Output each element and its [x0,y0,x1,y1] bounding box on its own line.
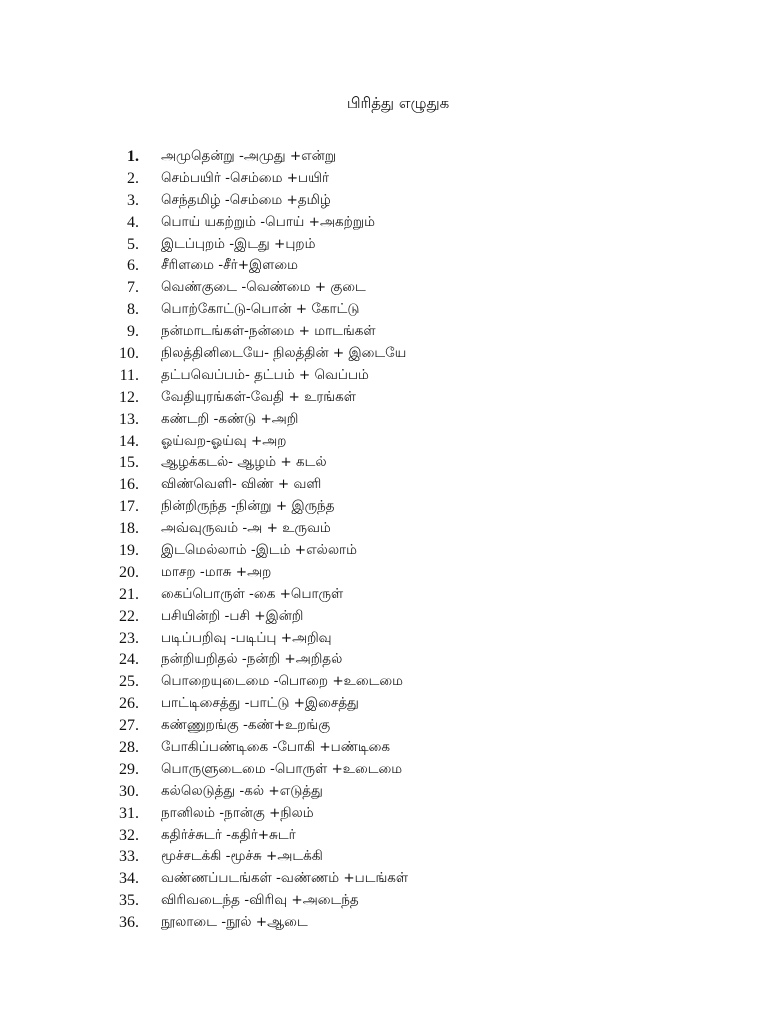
list-item [112,847,408,869]
item-number: 8. [127,301,139,319]
item-number: 26. [119,695,139,713]
item-number: 30. [119,782,139,800]
item-text: ஓய்வற-ஓய்வு +அற [161,432,287,449]
list-item [112,431,408,453]
item-text: சீரிளமை -சீர்+இளமை [161,257,298,274]
item-number: 12. [119,388,139,406]
item-text: அவ்வுருவம் -அ + உருவம் [161,520,331,537]
item-number: 23. [119,629,139,647]
item-text: கதிர்ச்சுடர் -கதிர்+சுடர் [161,826,296,843]
list-item [112,190,408,212]
list-item [112,146,408,168]
list-item [112,781,408,803]
item-text: கைப்பொருள் -கை +பொருள் [161,585,344,602]
list-item [112,409,408,431]
item-number: 13. [119,410,139,428]
item-text: வேதியுரங்கள்-வேதி + உரங்கள் [161,388,356,405]
item-number: 3. [127,191,139,209]
item-number: 15. [119,454,139,472]
item-number: 27. [119,717,139,735]
list-item [112,452,408,474]
item-text: விண்வெளி- விண் + வளி [161,476,322,493]
item-text: செந்தமிழ் -செம்மை +தமிழ் [161,191,331,208]
exercise-list [112,146,408,934]
item-text: நானிலம் -நான்கு +நிலம் [161,804,314,821]
item-text: போகிப்பண்டிகை -போகி +பண்டிகை [161,738,391,755]
list-item [112,343,408,365]
item-text: பொறையுடைமை -பொறை +உடைமை [161,673,404,690]
list-item [112,803,408,825]
list-item [112,299,408,321]
item-text: நூலாடை -நூல் +ஆடை [161,914,308,931]
item-text: விரிவடைந்த -விரிவு +அடைந்த [161,892,359,909]
item-number: 32. [119,826,139,844]
list-item [112,912,408,934]
list-item [112,715,408,737]
item-number: 17. [119,498,139,516]
item-text: நின்றிருந்த -நின்று + இருந்த [161,498,335,515]
page-title: பிரித்து எழுதுக [346,94,450,112]
list-item [112,890,408,912]
item-text: பாட்டிசைத்து -பாட்டு +இசைத்து [161,695,359,712]
item-number: 16. [119,476,139,494]
list-item [112,584,408,606]
list-item [112,234,408,256]
item-number: 11. [119,366,139,384]
item-number: 5. [127,235,139,253]
list-item [112,868,408,890]
item-number: 31. [119,804,139,822]
list-item [112,759,408,781]
item-text: வண்ணப்படங்கள் -வண்ணம் +படங்கள் [161,870,409,887]
list-item [112,649,408,671]
item-text: கல்லெடுத்து -கல் +எடுத்து [161,782,323,799]
list-item [112,562,408,584]
item-number: 19. [119,541,139,559]
item-text: பொய் யகற்றும் -பொய் +அகற்றும் [161,213,375,230]
item-text: நிலத்தினிடையே- நிலத்தின் + இடையே [161,344,407,361]
list-item [112,518,408,540]
list-item [112,474,408,496]
item-text: கண்டறி -கண்டு +அறி [161,410,299,427]
list-item [112,825,408,847]
list-item [112,277,408,299]
list-item [112,737,408,759]
item-number: 14. [119,432,139,450]
item-number: 10. [119,344,139,362]
list-item [112,693,408,715]
item-number: 7. [127,279,139,297]
item-text: நன்றியறிதல் -நன்றி +அறிதல் [161,651,343,668]
list-item [112,321,408,343]
item-number: 33. [119,848,139,866]
item-number: 34. [119,870,139,888]
list-item [112,671,408,693]
item-number: 35. [119,892,139,910]
list-item [112,212,408,234]
list-item [112,365,408,387]
item-number: 22. [119,607,139,625]
item-text: பொருளுடைமை -பொருள் +உடைமை [161,760,403,777]
item-text: பசியின்றி -பசி +இன்றி [161,607,304,624]
item-text: வெண்குடை -வெண்மை + குடை [161,279,366,296]
item-number: 29. [119,760,139,778]
item-number: 21. [119,585,139,603]
item-number: 24. [119,651,139,669]
item-number: 18. [119,520,139,538]
item-number: 28. [119,738,139,756]
item-text: மூச்சடக்கி -மூச்சு +அடக்கி [161,848,323,865]
item-text: பொற்கோட்டு-பொன் + கோட்டு [161,301,360,318]
item-text: நன்மாடங்கள்-நன்மை + மாடங்கள் [161,323,376,340]
item-text: இடப்புறம் -இடது +புறம் [161,235,316,252]
item-number: 25. [119,673,139,691]
list-item [112,168,408,190]
list-item [112,255,408,277]
list-item [112,387,408,409]
item-text: ஆழக்கடல்- ஆழம் + கடல் [161,454,327,471]
item-text: மாசற -மாசு +அற [161,563,272,580]
item-text: படிப்பறிவு -படிப்பு +அறிவு [161,629,332,646]
item-number: 6. [127,257,139,275]
item-number: 1. [127,147,139,165]
list-item [112,540,408,562]
item-number: 4. [127,213,139,231]
item-text: தட்பவெப்பம்- தட்பம் + வெப்பம் [161,366,369,383]
list-item [112,496,408,518]
item-text: கண்ணுறங்கு -கண்+உறங்கு [161,717,331,734]
item-number: 9. [127,323,139,341]
item-number: 36. [119,914,139,932]
list-item [112,628,408,650]
item-text: அமுதென்று -அமுது +என்று [161,147,337,164]
list-item [112,606,408,628]
item-number: 20. [119,563,139,581]
item-text: செம்பயிர் -செம்மை +பயிர் [161,169,330,186]
item-text: இடமெல்லாம் -இடம் +எல்லாம் [161,541,357,558]
item-number: 2. [127,169,139,187]
